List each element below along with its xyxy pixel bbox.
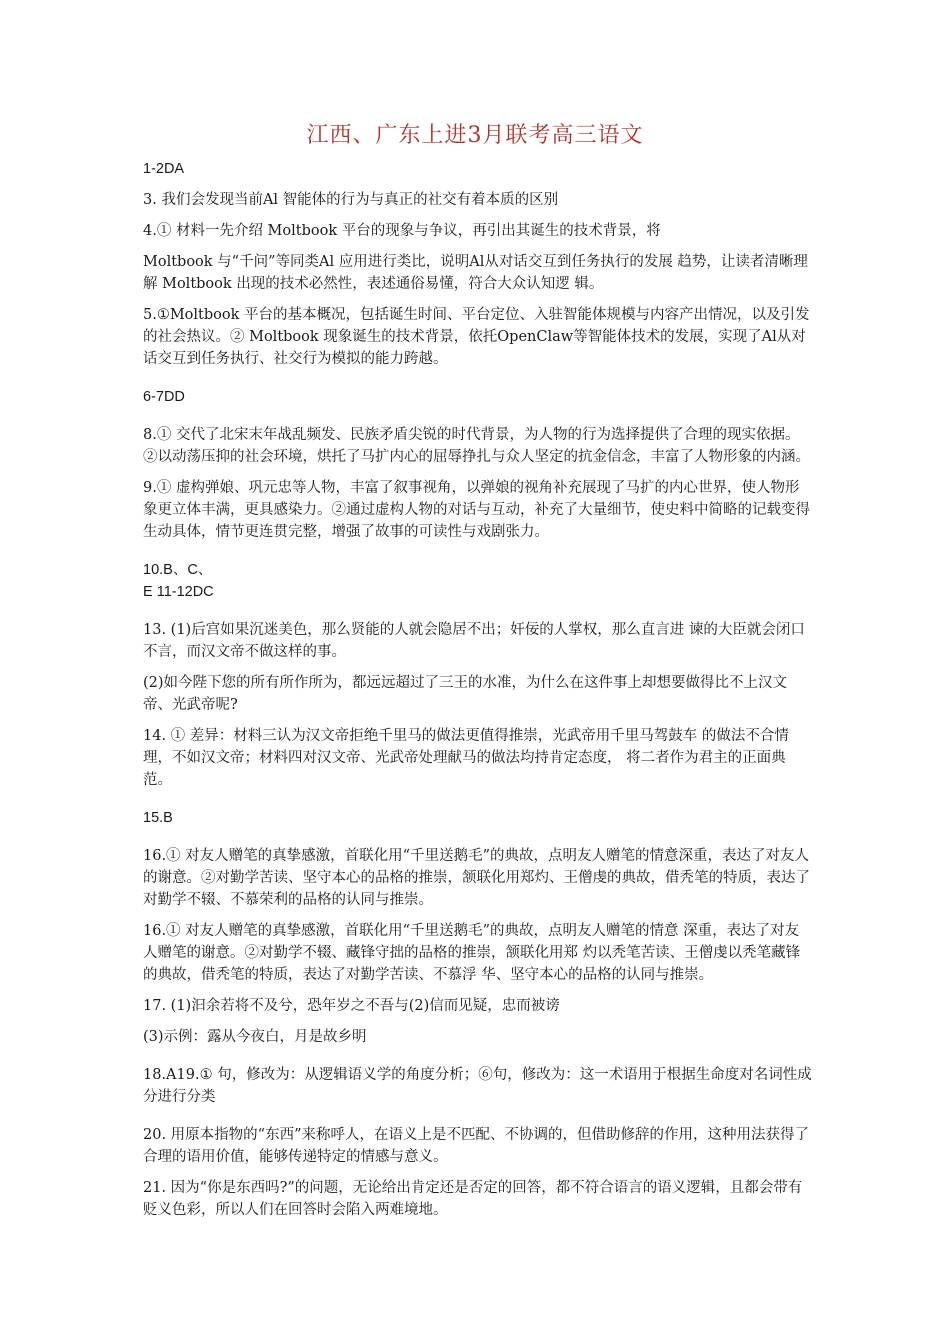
answer-8: 8.① 交代了北宋末年战乱频发、民族矛盾尖锐的时代背景，为人物的行为选择提供了合理的现实依据。②以动荡压抑的社会环境，烘托了马扩内心的屈辱挣扎与众人坚定的抗金信念，丰富了人物形象的内涵。: [143, 427, 810, 465]
answer-21: 21. 因为“你是东西吗?”的问题，无论给出肯定还是否定的回答，都不符合语言的语义逻辑，且都会带有贬义色彩，所以人们在回答时会陷入两难境地。: [143, 1180, 803, 1218]
answer-15: 15.B: [143, 810, 173, 826]
answer-13-2: (2)如今陛下您的所有所作所为，都远远超过了三王的水准，为什么在这件事上却想要做得比不上汉文帝、光武帝呢?: [143, 675, 788, 713]
answer-6-7: 6-7DD: [143, 389, 185, 405]
answer-14: 14. ① 差异：材料三认为汉文帝拒绝千里马的做法更值得推崇，光武帝用千里马驾鼓车 的做法不合情理，不如汉文帝；材料四对汉文帝、光武帝处理献马的做法均持肯定态度， 将二者作为君主的正面典范。: [143, 728, 789, 788]
answer-17-3: (3)示例：露从今夜白，月是故乡明: [143, 1029, 367, 1045]
answer-13-1: 13. (1)后宫如果沉迷美色，那么贤能的人就会隐居不出；奸佞的人掌权，那么直言进 谏的大臣就会闭口不言，而汉文帝不做这样的事。: [143, 622, 805, 660]
answer-16-alt: 16.① 对友人赠笔的真挚感激，首联化用“千里送鹅毛”的典故，点明友人赠笔的情意 深重，表达了对友人赠笔的谢意。②对勤学不辍、藏锋守拙的品格的推崇，颔联化用郑 灼以秃笔苦读、王僧虔以秃笔藏锋的典故，借秃笔的特质，表达了对勤学苦读、不慕浮 华、坚守本心的品格的认同与推崇。: [143, 923, 801, 983]
page-title: 江西、广东上进3月联考高三语文: [306, 123, 644, 148]
answer-18-19: 18.A19.① 句，修改为：从逻辑语义学的角度分析；⑥句，修改为：这一术语用于根据生命度对名词性成分进行分类: [143, 1067, 812, 1105]
answer-list: [143, 158, 813, 1230]
answer-20: 20. 用原本指物的“东西”来称呼人，在语义上是不匹配、不协调的，但借助修辞的作用，这种用法获得了合理的语用价值，能够传递特定的情感与意义。: [143, 1127, 809, 1165]
answer-4: 4.① 材料一先介绍 Moltbook 平台的现象与争议，再引出其诞生的技术背景，将: [143, 223, 661, 239]
answer-3: 3. 我们会发现当前Al 智能体的行为与真正的社交有着本质的区别: [143, 192, 559, 208]
answer-1-2: 1-2DA: [143, 161, 185, 177]
answer-10-12: 10.B、C、 E 11-12DC: [143, 562, 214, 600]
answer-17-1-2: 17. (1)汩余若将不及兮，恐年岁之不吾与(2)信而见疑，忠而被谤: [143, 998, 560, 1014]
answer-5: 5.①Moltbook 平台的基本概况，包括诞生时间、平台定位、入驻智能体规模与内容产出情况，以及引发的社会热议。② Moltbook 现象诞生的技术背景，依托OpenClaw等智能体技术的发展，实现了Al从对话交互到任务执行、社交行为模拟的能力跨越。: [143, 307, 810, 367]
answer-4-continued: Moltbook 与“千问”等同类Al 应用进行类比，说明Al从对话交互到任务执行的发展 趋势，让读者清晰理解 Moltbook 出现的技术必然性，表述通俗易懂，符合大众认知逻 辑。: [143, 254, 808, 292]
answer-9: 9.① 虚构弹娘、巩元忠等人物，丰富了叙事视角，以弹娘的视角补充展现了马扩的内心世界，使人物形象更立体丰满，更具感染力。②通过虚构人物的对话与互动，补充了大量细节，使史料中简略的记载变得生动具体，情节更连贯完整，增强了故事的可读性与戏剧张力。: [143, 480, 810, 540]
answer-16: 16.① 对友人赠笔的真挚感激，首联化用“千里送鹅毛”的典故，点明友人赠笔的情意深重，表达了对友人的谢意。②对勤学苦读、坚守本心的品格的推崇，颔联化用郑灼、王僧虔的典故，借秃笔的特质，表达了对勤学不辍、不慕荣利的品格的认同与推崇。: [143, 848, 810, 908]
